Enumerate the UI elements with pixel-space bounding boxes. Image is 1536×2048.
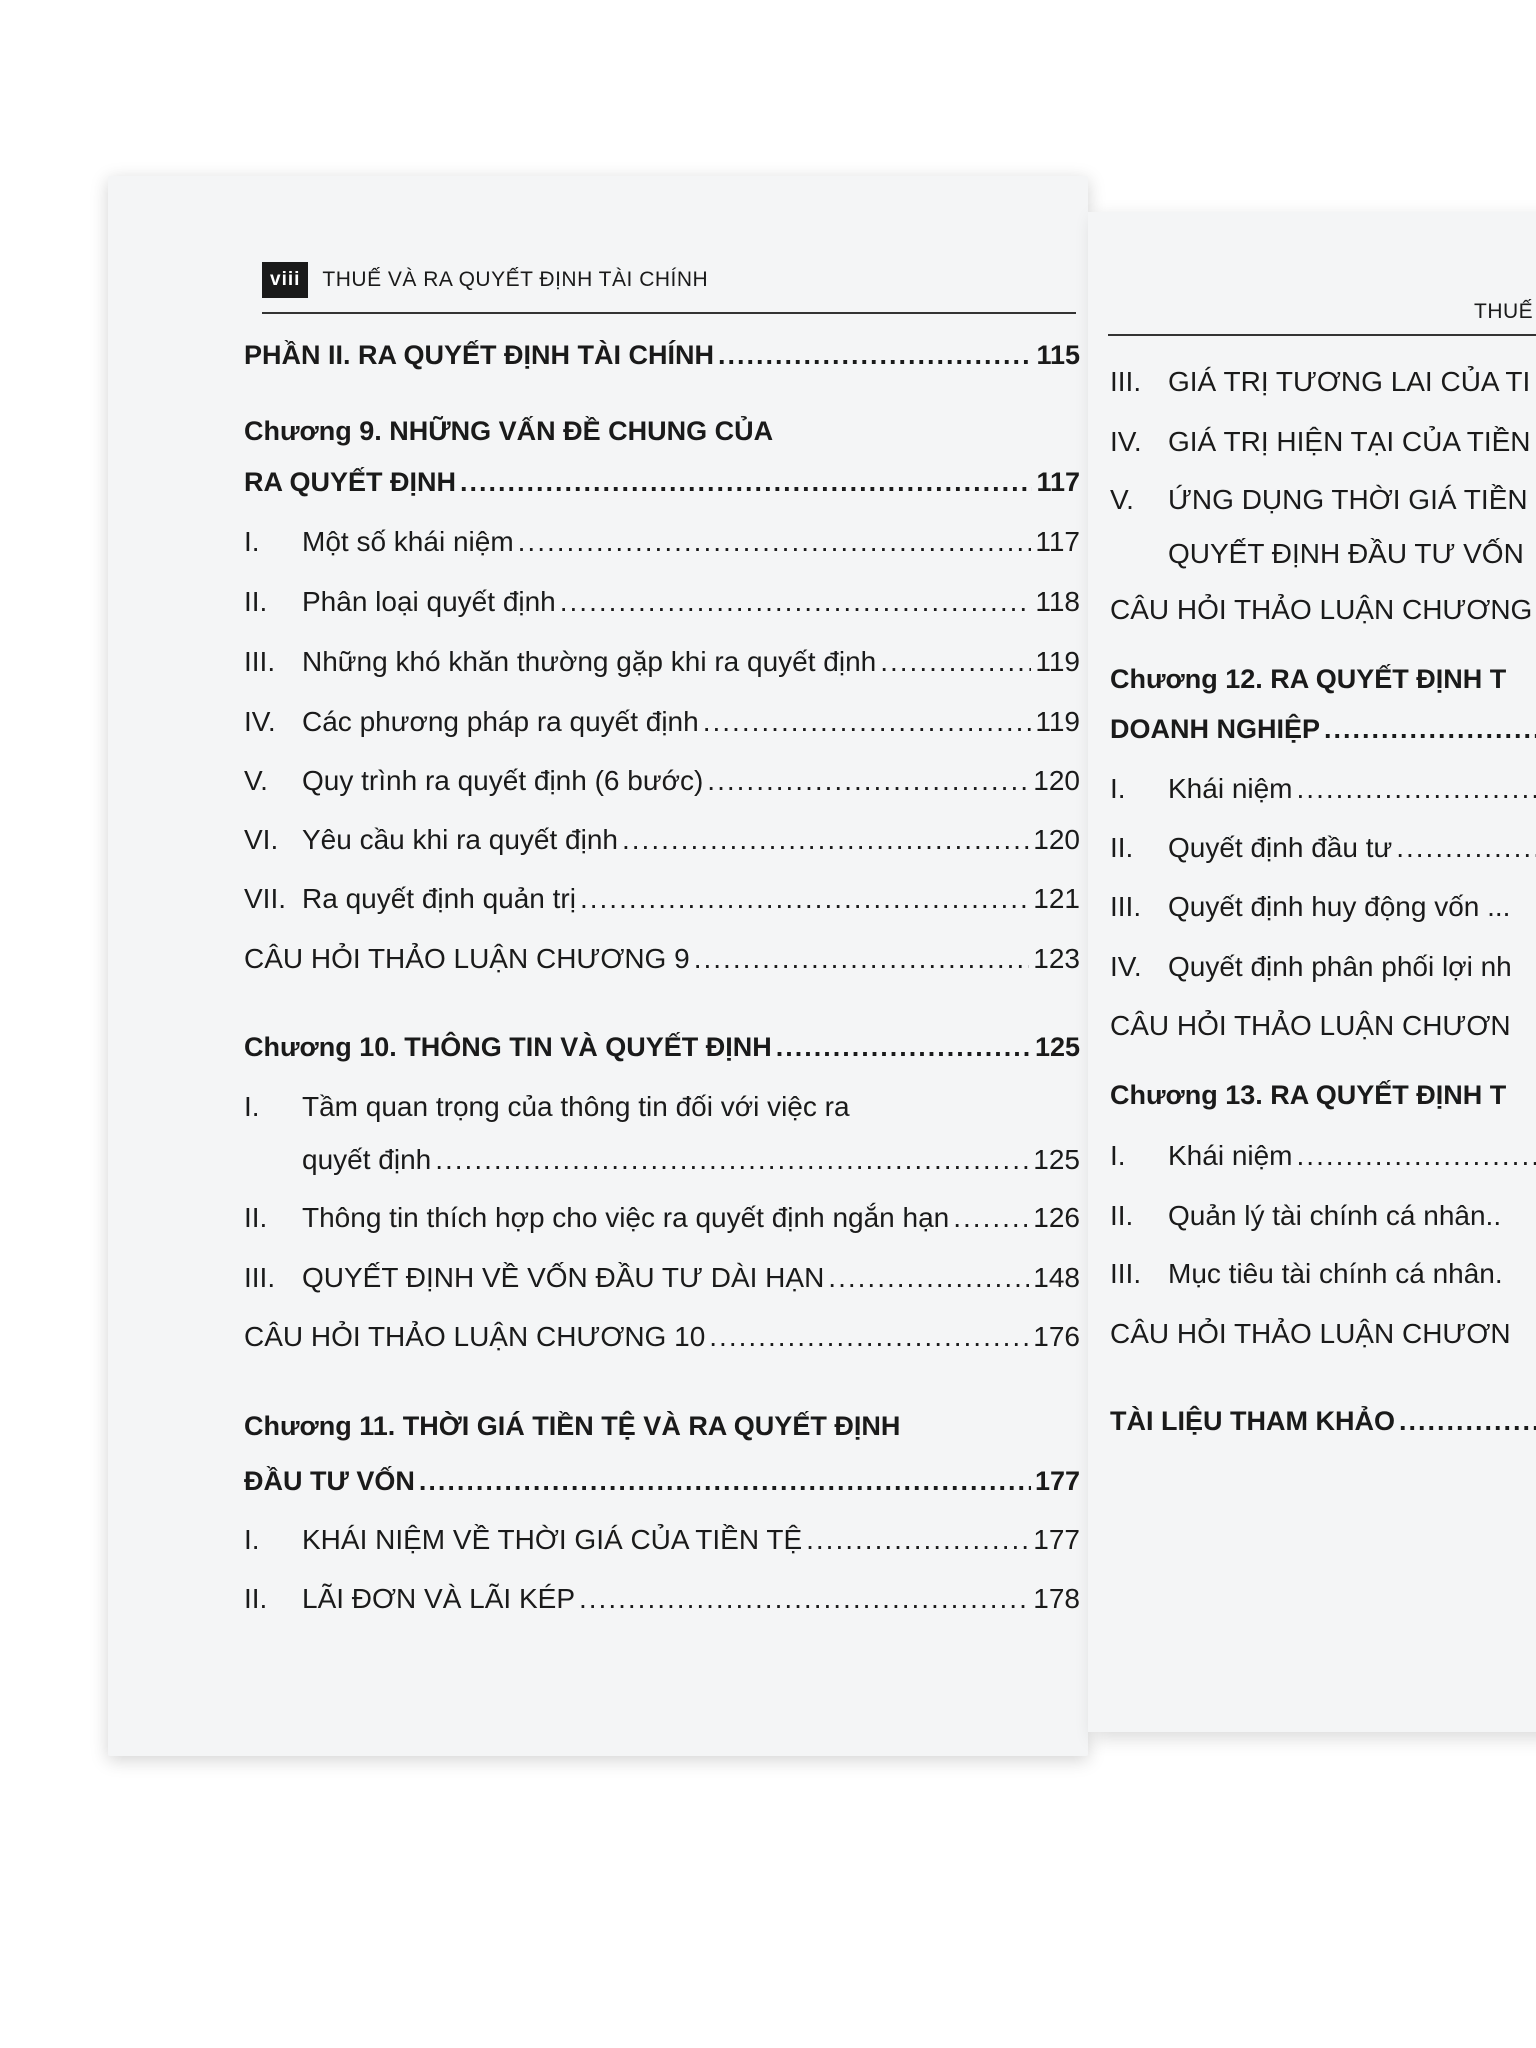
toc-entry (244, 1524, 1080, 1556)
toc-entry-number: III. (244, 1262, 276, 1293)
page-number-badge: viii (262, 262, 308, 298)
toc-entry-page: 178 (1033, 1583, 1080, 1614)
toc-entry-page: 125 (1033, 1144, 1080, 1175)
toc-leader-dots (580, 883, 1029, 915)
toc-entry-number: IV. (244, 706, 276, 737)
toc-entry-number: VI. (244, 824, 279, 855)
toc-entry-title: CÂU HỎI THẢO LUẬN CHƯƠNG 9 (244, 943, 690, 974)
toc-entry-page: 148 (1033, 1262, 1080, 1293)
toc-entry-title: GIÁ TRỊ HIỆN TẠI CỦA TIỀN (1168, 426, 1531, 457)
toc-entry-title: Chương 11. THỜI GIÁ TIỀN TỆ VÀ RA QUYẾT ĐỊNH (244, 1411, 901, 1441)
toc-entry (244, 586, 1080, 618)
toc-entry-title: CÂU HỎI THẢO LUẬN CHƯƠNG (1110, 594, 1533, 625)
toc-entry-title: Các phương pháp ra quyết định (302, 706, 699, 737)
toc-entry-title: GIÁ TRỊ TƯƠNG LAI CỦA TI (1168, 366, 1531, 397)
toc-entry (1110, 594, 1536, 626)
toc-leader-dots (828, 1262, 1029, 1294)
toc-entry (244, 1411, 1080, 1442)
toc-entry (244, 943, 1080, 975)
toc-entry-title: CÂU HỎI THẢO LUẬN CHƯƠN (1110, 1010, 1511, 1041)
toc-entry (1110, 951, 1536, 983)
toc-entry-title: Quyết định phân phối lợi nh (1168, 951, 1512, 982)
header-rule (1108, 334, 1536, 336)
toc-entry-page: 119 (1035, 646, 1080, 677)
toc-entry-title: TÀI LIỆU THAM KHẢO (1110, 1406, 1395, 1436)
toc-leader-dots (718, 340, 1032, 371)
toc-entry-title: quyết định (302, 1144, 432, 1175)
toc-entry-title: Khái niệm (1168, 773, 1293, 804)
toc-entry (244, 416, 1080, 447)
toc-entry-number: III. (1110, 1258, 1142, 1289)
toc-entry-title: Yêu cầu khi ra quyết định (302, 824, 618, 855)
toc-entry (1110, 484, 1536, 516)
toc-leader-dots (694, 943, 1030, 975)
toc-entry-page: 117 (1036, 467, 1080, 497)
toc-entry-page: 121 (1033, 883, 1080, 914)
toc-leader-dots (806, 1524, 1029, 1556)
toc-entry-number: II. (1110, 1200, 1134, 1231)
toc-entry-title: KHÁI NIỆM VỀ THỜI GIÁ CỦA TIỀN TỆ (302, 1524, 803, 1555)
toc-entry (244, 1091, 1080, 1123)
toc-entry (1110, 538, 1536, 570)
toc-entry-title: Thông tin thích hợp cho việc ra quyết định ngắn hạn (302, 1202, 950, 1233)
toc-entry-number: II. (244, 1202, 268, 1233)
toc-leader-dots (1396, 832, 1536, 864)
toc-entry (244, 1583, 1080, 1615)
toc-entry-number: I. (1110, 773, 1126, 804)
toc-entry-number: II. (244, 586, 268, 617)
toc-entry (1110, 773, 1536, 805)
toc-entry (1110, 1080, 1536, 1111)
toc-entry (244, 1144, 1080, 1176)
toc-entry-title: ĐẦU TƯ VỐN (244, 1466, 415, 1496)
toc-entry (244, 526, 1080, 558)
toc-entry-title: Tầm quan trọng của thông tin đối với việc ra (302, 1091, 850, 1122)
toc-entry-number: III. (244, 646, 276, 677)
toc-entry-number: VII. (244, 883, 287, 914)
toc-leader-dots (709, 1321, 1029, 1353)
toc-entry (1110, 891, 1536, 923)
toc-entry (1110, 714, 1536, 745)
toc-entry-title: Quyết định đầu tư (1168, 832, 1393, 863)
toc-entry (244, 1466, 1080, 1497)
toc-entry-number: I. (244, 1524, 260, 1555)
toc-entry (1110, 1010, 1536, 1042)
toc-entry (244, 1262, 1080, 1294)
toc-entry (1110, 832, 1536, 864)
toc-entry-title: Khái niệm (1168, 1140, 1293, 1171)
toc-entry-number: II. (1110, 832, 1134, 863)
toc-entry (1110, 1258, 1536, 1290)
toc-entry-page: 117 (1035, 526, 1080, 557)
toc-entry-number: I. (244, 526, 260, 557)
toc-entry (1110, 1318, 1536, 1350)
toc-entry (244, 1032, 1080, 1063)
toc-leader-dots (776, 1032, 1031, 1063)
toc-entry (244, 824, 1080, 856)
toc-entry-number: I. (1110, 1140, 1126, 1171)
toc-entry-title: Quy trình ra quyết định (6 bước) (302, 765, 704, 796)
toc-entry-title: Chương 10. THÔNG TIN VÀ QUYẾT ĐỊNH (244, 1032, 772, 1062)
toc-entry-title: RA QUYẾT ĐỊNH (244, 467, 457, 497)
toc-entry-title: ỨNG DỤNG THỜI GIÁ TIỀN (1168, 484, 1528, 515)
toc-entry (244, 765, 1080, 797)
toc-entry-page: 119 (1035, 706, 1080, 737)
toc-entry (244, 1321, 1080, 1353)
toc-entry (1110, 664, 1536, 695)
toc-entry-page: 126 (1033, 1202, 1080, 1233)
toc-entry-title: Một số khái niệm (302, 526, 514, 557)
toc-entry-page: 118 (1035, 586, 1080, 617)
toc-leader-dots (435, 1144, 1029, 1176)
toc-entry-title: Ra quyết định quản trị (302, 883, 576, 914)
toc-leader-dots (419, 1466, 1031, 1497)
toc-entry-page: 123 (1033, 943, 1080, 974)
toc-leader-dots (707, 765, 1029, 797)
toc-entry-title: PHẦN II. RA QUYẾT ĐỊNH TÀI CHÍNH (244, 340, 715, 370)
right-page-header (1474, 300, 1533, 324)
toc-entry-page: 177 (1033, 1524, 1080, 1555)
toc-entry (244, 467, 1080, 498)
toc-entry-page: 177 (1034, 1466, 1080, 1496)
toc-entry-title: Những khó khăn thường gặp khi ra quyết định (302, 646, 877, 677)
toc-leader-dots (518, 526, 1032, 558)
toc-entry-title: Chương 9. NHỮNG VẤN ĐỀ CHUNG CỦA (244, 416, 774, 446)
header-rule (262, 312, 1076, 314)
toc-leader-dots (703, 706, 1032, 738)
toc-entry-title: Phân loại quyết định (302, 586, 556, 617)
toc-entry (244, 340, 1080, 371)
toc-entry-title: LÃI ĐƠN VÀ LÃI KÉP (302, 1583, 575, 1614)
toc-entry-page: 120 (1033, 824, 1080, 855)
toc-entry-number: I. (244, 1091, 260, 1122)
toc-leader-dots (560, 586, 1032, 618)
toc-entry-title: Quản lý tài chính cá nhân.. (1168, 1200, 1502, 1231)
toc-entry (1110, 426, 1536, 458)
toc-entry-number: III. (1110, 891, 1142, 922)
toc-entry-title: Mục tiêu tài chính cá nhân. (1168, 1258, 1503, 1289)
running-title: THUẾ (1474, 300, 1534, 323)
toc-entry (1110, 1200, 1536, 1232)
toc-entry-page: 125 (1034, 1032, 1080, 1062)
toc-leader-dots (953, 1202, 1029, 1234)
toc-entry-number: V. (244, 765, 268, 796)
toc-leader-dots (880, 646, 1031, 678)
toc-entry-number: V. (1110, 484, 1134, 515)
toc-leader-dots (579, 1583, 1029, 1615)
toc-entry (244, 1202, 1080, 1234)
toc-entry (244, 706, 1080, 738)
toc-entry (244, 883, 1080, 915)
toc-entry-title: Chương 12. RA QUYẾT ĐỊNH T (1110, 664, 1507, 694)
toc-entry-title: CÂU HỎI THẢO LUẬN CHƯƠNG 10 (244, 1321, 706, 1352)
toc-entry-title: QUYẾT ĐỊNH VỀ VỐN ĐẦU TƯ DÀI HẠN (302, 1262, 825, 1293)
toc-entry-title: Chương 13. RA QUYẾT ĐỊNH T (1110, 1080, 1507, 1110)
toc-entry-title: CÂU HỎI THẢO LUẬN CHƯƠN (1110, 1318, 1511, 1349)
toc-leader-dots (1297, 1140, 1536, 1172)
toc-entry-page: 115 (1036, 340, 1080, 370)
toc-entry (1110, 1140, 1536, 1172)
toc-entry-title: Quyết định huy động vốn ... (1168, 891, 1511, 922)
toc-entry (1110, 366, 1536, 398)
toc-entry-page: 120 (1033, 765, 1080, 796)
toc-entry-title: QUYẾT ĐỊNH ĐẦU TƯ VỐN (1168, 538, 1524, 569)
toc-leader-dots (460, 467, 1032, 498)
toc-entry-number: II. (244, 1583, 268, 1614)
toc-entry (1110, 1406, 1536, 1437)
toc-leader-dots (1297, 773, 1536, 805)
toc-entry-title: DOANH NGHIỆP (1110, 714, 1321, 744)
running-title: THUẾ VÀ RA QUYẾT ĐỊNH TÀI CHÍNH (322, 268, 709, 291)
toc-entry-number: IV. (1110, 951, 1142, 982)
toc-entry-page: 176 (1033, 1321, 1080, 1352)
toc-entry (244, 646, 1080, 678)
toc-leader-dots (1324, 714, 1536, 745)
toc-leader-dots (1399, 1406, 1536, 1437)
toc-entry-number: III. (1110, 366, 1142, 397)
left-page-header (262, 262, 708, 298)
toc-entry-number: IV. (1110, 426, 1142, 457)
toc-leader-dots (622, 824, 1029, 856)
